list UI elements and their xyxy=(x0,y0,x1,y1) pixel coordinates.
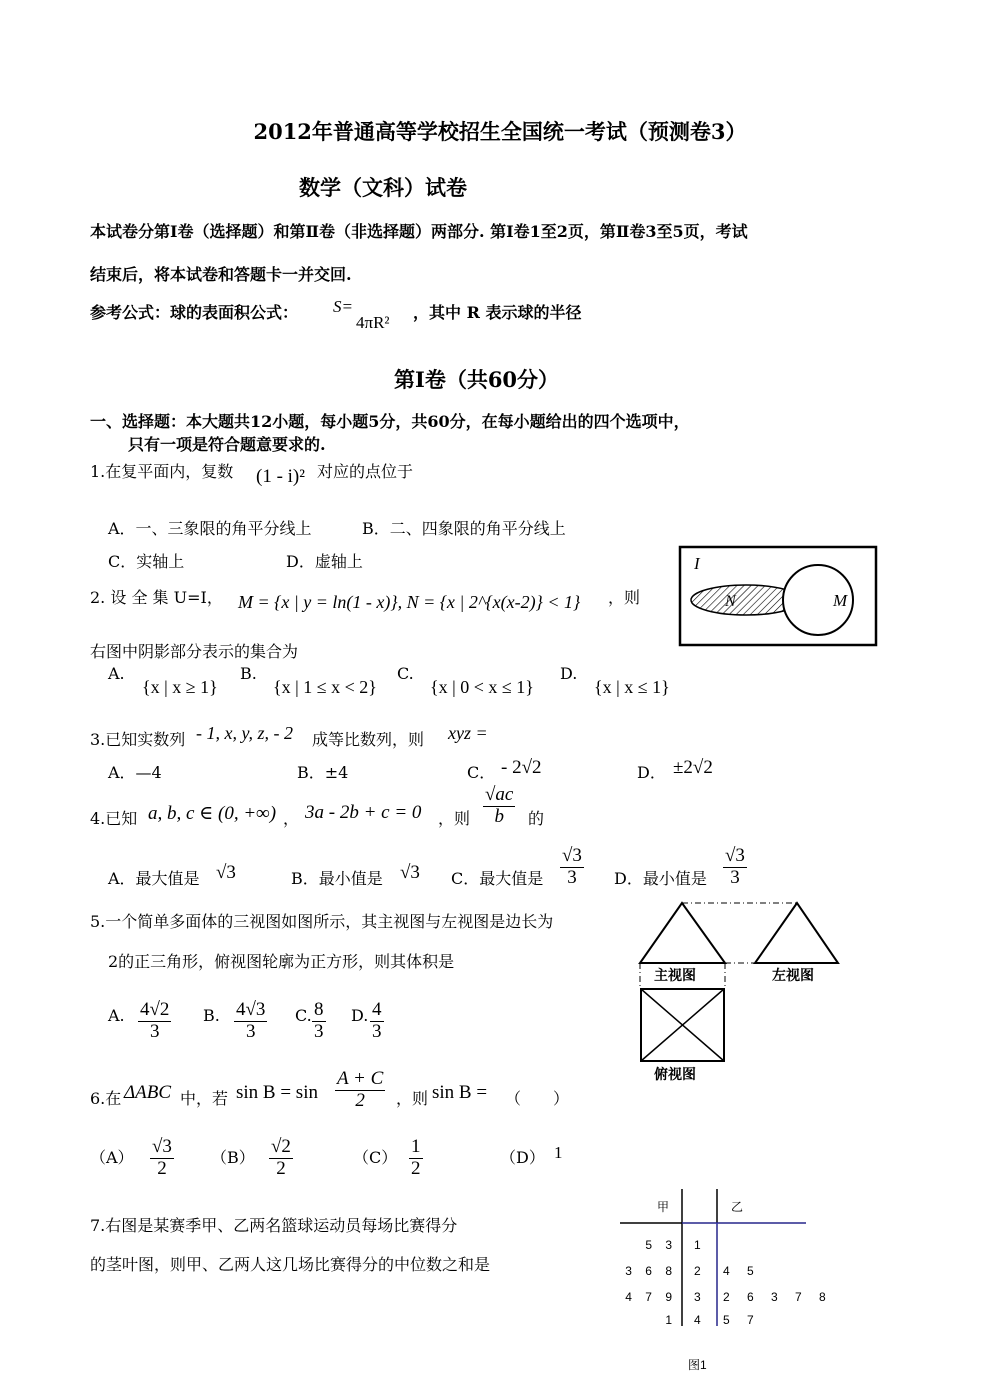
stem-row-3-left-leaves: 1 xyxy=(665,1313,677,1327)
q5-stem-line1: 5.一个简单多面体的三视图如图所示，其主视图与左视图是边长为 xyxy=(90,912,554,931)
q7-stem-line2: 的茎叶图，则甲、乙两人这几场比赛得分的中位数之和是 xyxy=(90,1255,491,1274)
figure-label: 图1 xyxy=(688,1358,707,1372)
q6-expr1: ΔABC xyxy=(124,1082,172,1103)
q6-option-d: 1 xyxy=(554,1143,563,1162)
q5-option-c xyxy=(312,1000,326,1043)
front-view-label: 主视图 xyxy=(654,967,696,983)
q5-option-a-label: A. xyxy=(108,1006,125,1025)
top-view-label: 俯视图 xyxy=(654,1066,696,1082)
q2-option-d-label: D. xyxy=(560,664,578,683)
q1-option-a: A．一、三象限的角平分线上 xyxy=(108,519,312,538)
q4-option-c-label: C．最大值是 xyxy=(451,869,544,888)
intro-line-2: 结束后，将本试卷和答题卡一并交回. xyxy=(90,265,352,284)
q4-frac-den: b xyxy=(494,805,504,827)
q5-option-c-num: 8 xyxy=(314,999,324,1020)
formula-expr: 4πR² xyxy=(356,313,390,332)
q6-option-b-den: 2 xyxy=(276,1157,286,1179)
q3-option-c: - 2√2 xyxy=(501,757,542,778)
q3-expr2: xyz = xyxy=(448,723,488,743)
q4-option-d-label: D．最小值是 xyxy=(614,869,707,888)
section-instruction-1: 一、选择题：本大题共12小题，每小题5分，共60分，在每小题给出的四个选项中， xyxy=(90,412,690,431)
q6-option-c-num: 1 xyxy=(411,1136,421,1157)
q3-stem-a: 3.已知实数列 xyxy=(90,730,186,749)
q6-option-c-label: （C） xyxy=(353,1148,398,1167)
q5-option-a-num: 4√2 xyxy=(140,999,170,1020)
exam-title: 2012年普通高等学校招生全国统一考试（预测卷3） xyxy=(253,119,747,144)
q2-option-b: {x | 1 ≤ x < 2} xyxy=(273,677,377,697)
q6-option-c-den: 2 xyxy=(411,1157,421,1179)
q5-option-b xyxy=(234,1000,267,1043)
stem-row-0-stem: 1 xyxy=(694,1238,701,1252)
venn-diagram xyxy=(678,545,878,647)
q5-option-a-den: 3 xyxy=(149,1020,160,1042)
q4-option-d-num: √3 xyxy=(725,845,745,866)
stem-header-yi: 乙 xyxy=(731,1200,744,1214)
q5-option-c-label: C. xyxy=(295,1006,312,1025)
left-view-triangle xyxy=(755,903,838,963)
q4-option-c-den: 3 xyxy=(567,866,577,888)
q2-stem-a: 2. 设 全 集 U=I， xyxy=(90,588,223,607)
q5-option-c-den: 3 xyxy=(314,1020,324,1042)
left-view-label: 左视图 xyxy=(772,967,814,983)
q4-option-b-label: B．最小值是 xyxy=(291,869,383,888)
q5-option-d-num: 4 xyxy=(372,999,382,1020)
stem-row-2-left-leaves: 4 7 9 xyxy=(625,1290,677,1304)
formula-suffix: ，其中 R 表示球的半径 xyxy=(413,303,582,322)
q3-option-d-label: D． xyxy=(637,763,666,782)
q4-stem-a: 4.已知 xyxy=(90,809,138,828)
q3-option-c-label: C． xyxy=(467,763,496,782)
three-view-figure xyxy=(630,895,845,1090)
q3-option-b: B．±4 xyxy=(297,763,349,782)
q4-option-d-den: 3 xyxy=(730,866,740,888)
q4-option-c-num: √3 xyxy=(562,845,582,866)
front-view-triangle xyxy=(640,903,725,963)
q6-option-a-label: （A） xyxy=(90,1148,134,1167)
q4-frac-num: √ac xyxy=(485,784,514,805)
q6-option-d-label: （D） xyxy=(500,1148,545,1167)
formula-prefix: 参考公式：球的表面积公式： xyxy=(90,303,299,322)
q5-option-d-den: 3 xyxy=(372,1020,382,1042)
q6-option-b-num: √2 xyxy=(271,1136,291,1157)
q3-expr: - 1, x, y, z, - 2 xyxy=(196,723,293,743)
stem-row-1-stem: 2 xyxy=(694,1264,701,1278)
q4-option-a: √3 xyxy=(216,862,236,883)
q4-expr1: a, b, c ∈ (0, +∞) xyxy=(148,803,277,824)
q5-option-d xyxy=(370,1000,384,1043)
q2-expr: M = {x | y = ln(1 - x)}, N = {x | 2^{x(x-2)} < 1} xyxy=(238,592,581,612)
stem-leaf-plot xyxy=(618,1186,818,1336)
q4-fraction xyxy=(483,785,515,828)
q2-option-a-label: A. xyxy=(108,664,125,683)
q4-option-c xyxy=(560,846,584,889)
q2-stem-line2: 右图中阴影部分表示的集合为 xyxy=(90,642,299,661)
q6-option-c xyxy=(409,1137,423,1180)
q6-expr2: sin B = sin xyxy=(236,1082,318,1103)
q5-option-b-den: 3 xyxy=(245,1020,256,1042)
q1-stem-b: 对应的点位于 xyxy=(317,462,414,481)
q2-option-c: {x | 0 < x ≤ 1} xyxy=(430,677,534,697)
q3-option-d: ±2√2 xyxy=(673,757,713,778)
q6-fraction xyxy=(335,1069,385,1112)
q4-stem-b: ，则 xyxy=(438,809,471,828)
stem-row-3-stem: 4 xyxy=(694,1313,701,1327)
stem-row-0-left-leaves: 5 3 xyxy=(645,1238,677,1252)
q6-option-b xyxy=(269,1137,293,1180)
q2-option-c-label: C. xyxy=(397,664,414,683)
q1-option-c: C．实轴上 xyxy=(108,552,185,571)
intro-line-1: 本试卷分第Ⅰ卷（选择题）和第Ⅱ卷（非选择题）两部分. 第Ⅰ卷1至2页，第Ⅱ卷3至5页，考试 xyxy=(90,222,748,241)
q2-option-b-label: B. xyxy=(240,664,257,683)
section-instruction-2: 只有一项是符合题意要求的. xyxy=(128,435,326,454)
exam-subtitle: 数学（文科）试卷 xyxy=(299,175,467,200)
q5-stem-line2: 2的正三角形，俯视图轮廓为正方形，则其体积是 xyxy=(108,952,455,971)
q1-stem-a: 1.在复平面内，复数 xyxy=(90,462,234,481)
q6-frac-num: A + C xyxy=(337,1068,384,1089)
q5-option-d-label: D. xyxy=(351,1006,369,1025)
q7-stem-line1: 7.右图是某赛季甲、乙两名篮球运动员每场比赛得分 xyxy=(90,1216,458,1235)
q6-stem-c: ，则 xyxy=(396,1089,429,1108)
stem-row-3-right-leaves: 5 7 xyxy=(723,1313,761,1327)
q6-expr3: sin B = xyxy=(432,1082,488,1103)
formula-s: S= xyxy=(333,297,353,316)
q5-option-b-label: B. xyxy=(203,1006,220,1025)
q6-option-a-num: √3 xyxy=(152,1136,172,1157)
q5-option-b-num: 4√3 xyxy=(236,999,266,1020)
q4-option-a-label: A．最大值是 xyxy=(108,869,200,888)
q2-stem-b: ，则 xyxy=(608,588,641,607)
q5-option-a xyxy=(138,1000,171,1043)
q6-stem-b: 中，若 xyxy=(180,1089,229,1108)
q3-stem-b: 成等比数列，则 xyxy=(312,730,425,749)
venn-label-i: I xyxy=(694,554,700,573)
q4-expr2: 3a - 2b + c = 0 xyxy=(305,802,422,823)
q4-stem-c: 的 xyxy=(528,809,545,828)
q6-option-a-den: 2 xyxy=(157,1157,167,1179)
stem-row-2-stem: 3 xyxy=(694,1290,701,1304)
q6-option-b-label: （B） xyxy=(211,1148,255,1167)
venn-label-m: M xyxy=(833,591,848,610)
q1-expr: (1 - i)² xyxy=(256,466,305,487)
venn-label-n: N xyxy=(725,593,736,610)
q3-option-a: A．—4 xyxy=(108,763,162,782)
q1-option-b: B．二、四象限的角平分线上 xyxy=(362,519,566,538)
stem-row-1-left-leaves: 3 6 8 xyxy=(625,1264,677,1278)
q6-frac-den: 2 xyxy=(355,1089,365,1111)
stem-row-1-right-leaves: 4 5 xyxy=(723,1264,761,1278)
section-title: 第Ⅰ卷（共60分） xyxy=(394,367,560,392)
q6-stem-d: （ ） xyxy=(505,1089,570,1108)
q4-option-b: √3 xyxy=(400,862,420,883)
q2-option-a: {x | x ≥ 1} xyxy=(142,677,218,697)
q2-option-d: {x | x ≤ 1} xyxy=(594,677,670,697)
q6-stem-a: 6.在 xyxy=(90,1089,122,1108)
stem-row-2-right-leaves: 2 6 3 7 8 xyxy=(723,1290,833,1304)
q1-option-d: D．虚轴上 xyxy=(286,552,363,571)
q4-option-d xyxy=(723,846,747,889)
stem-header-jia: 甲 xyxy=(657,1200,670,1214)
q6-option-a xyxy=(150,1137,174,1180)
q4-sep: ， xyxy=(283,809,300,828)
